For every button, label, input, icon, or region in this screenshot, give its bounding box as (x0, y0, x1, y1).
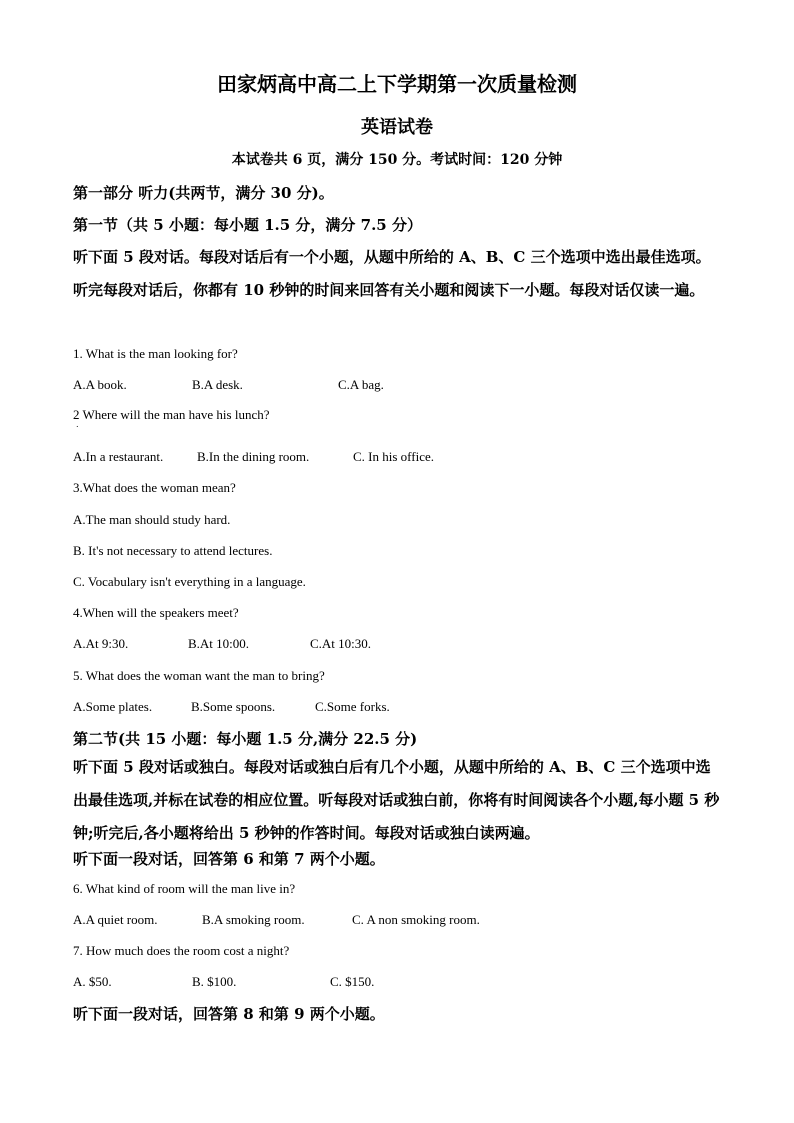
part1-heading: 第一部分 听力(共两节，满分 30 分)。 (73, 184, 334, 202)
q3-option-b: B. It's not necessary to attend lectures. (73, 543, 273, 558)
q3-option-c: C. Vocabulary isn't everything in a language. (73, 574, 306, 589)
section2-heading: 第二节(共 15 小题：每小题 1.5 分,满分 22.5 分) (73, 730, 418, 748)
q2-option-b: B.In the dining room. (197, 449, 310, 464)
q7-option-b: B. $100. (192, 974, 237, 989)
section2-instruction: 听下面 5 段对话或独白。每段对话或独白后有几个小题，从题中所给的 A、B、C 三个选项中选出最佳选项,并标在试卷的相应位置。听每段对话或独白前，你将有时间阅读各个小题,每小题 5 秒钟;听完后,各小题将给出 5 秒钟的作答时间。每段对话或独白读两遍。 (73, 758, 720, 842)
question-5: 5. What does the woman want the man to bring? (73, 668, 325, 683)
exam-title: 田家炳高中高二上下学期第一次质量检测 (217, 72, 577, 96)
prompt-q6-q7: 听下面一段对话，回答第 6 和第 7 两个小题。 (73, 850, 385, 868)
q4-option-b: B.At 10:00. (188, 636, 250, 651)
question-4: 4.When will the speakers meet? (73, 605, 239, 620)
q2-option-c: C. In his office. (353, 449, 434, 464)
q5-option-a: A.Some plates. (73, 699, 153, 714)
stray-dot: . (76, 420, 79, 429)
question-3: 3.What does the woman mean? (73, 480, 236, 495)
q4-option-c: C.At 10:30. (310, 636, 372, 651)
q3-option-a: A.The man should study hard. (73, 512, 231, 527)
q1-option-a: A.A book. (73, 377, 127, 392)
q6-option-a: A.A quiet room. (73, 912, 158, 927)
question-2: 2 Where will the man have his lunch? (73, 407, 270, 422)
q1-option-c: C.A bag. (338, 377, 384, 392)
q4-option-a: A.At 9:30. (73, 636, 129, 651)
exam-info: 本试卷共 6 页，满分 150 分。考试时间：120 分钟 (231, 152, 563, 168)
section1-instruction: 听下面 5 段对话。每段对话后有一个小题，从题中所给的 A、B、C 三个选项中选出最佳选项。听完每段对话后，你都有 10 秒钟的时间来回答有关小题和阅读下一小题。每段对话仅读一遍。 (73, 248, 711, 299)
q2-option-a: A.In a restaurant. (73, 449, 164, 464)
q7-option-a: A. $50. (73, 974, 112, 989)
section1-heading: 第一节（共 5 小题：每小题 1.5 分，满分 7.5 分） (73, 216, 422, 234)
q5-option-c: C.Some forks. (315, 699, 390, 714)
exam-subject: 英语试卷 (361, 117, 433, 138)
q6-option-c: C. A non smoking room. (352, 912, 480, 927)
question-7: 7. How much does the room cost a night? (73, 943, 290, 958)
q6-option-b: B.A smoking room. (202, 912, 305, 927)
q7-option-c: C. $150. (330, 974, 375, 989)
question-6: 6. What kind of room will the man live in? (73, 881, 296, 896)
q5-option-b: B.Some spoons. (191, 699, 276, 714)
prompt-q8-q9: 听下面一段对话，回答第 8 和第 9 两个小题。 (73, 1005, 385, 1023)
question-1: 1. What is the man looking for? (73, 346, 238, 361)
q1-option-b: B.A desk. (192, 377, 243, 392)
